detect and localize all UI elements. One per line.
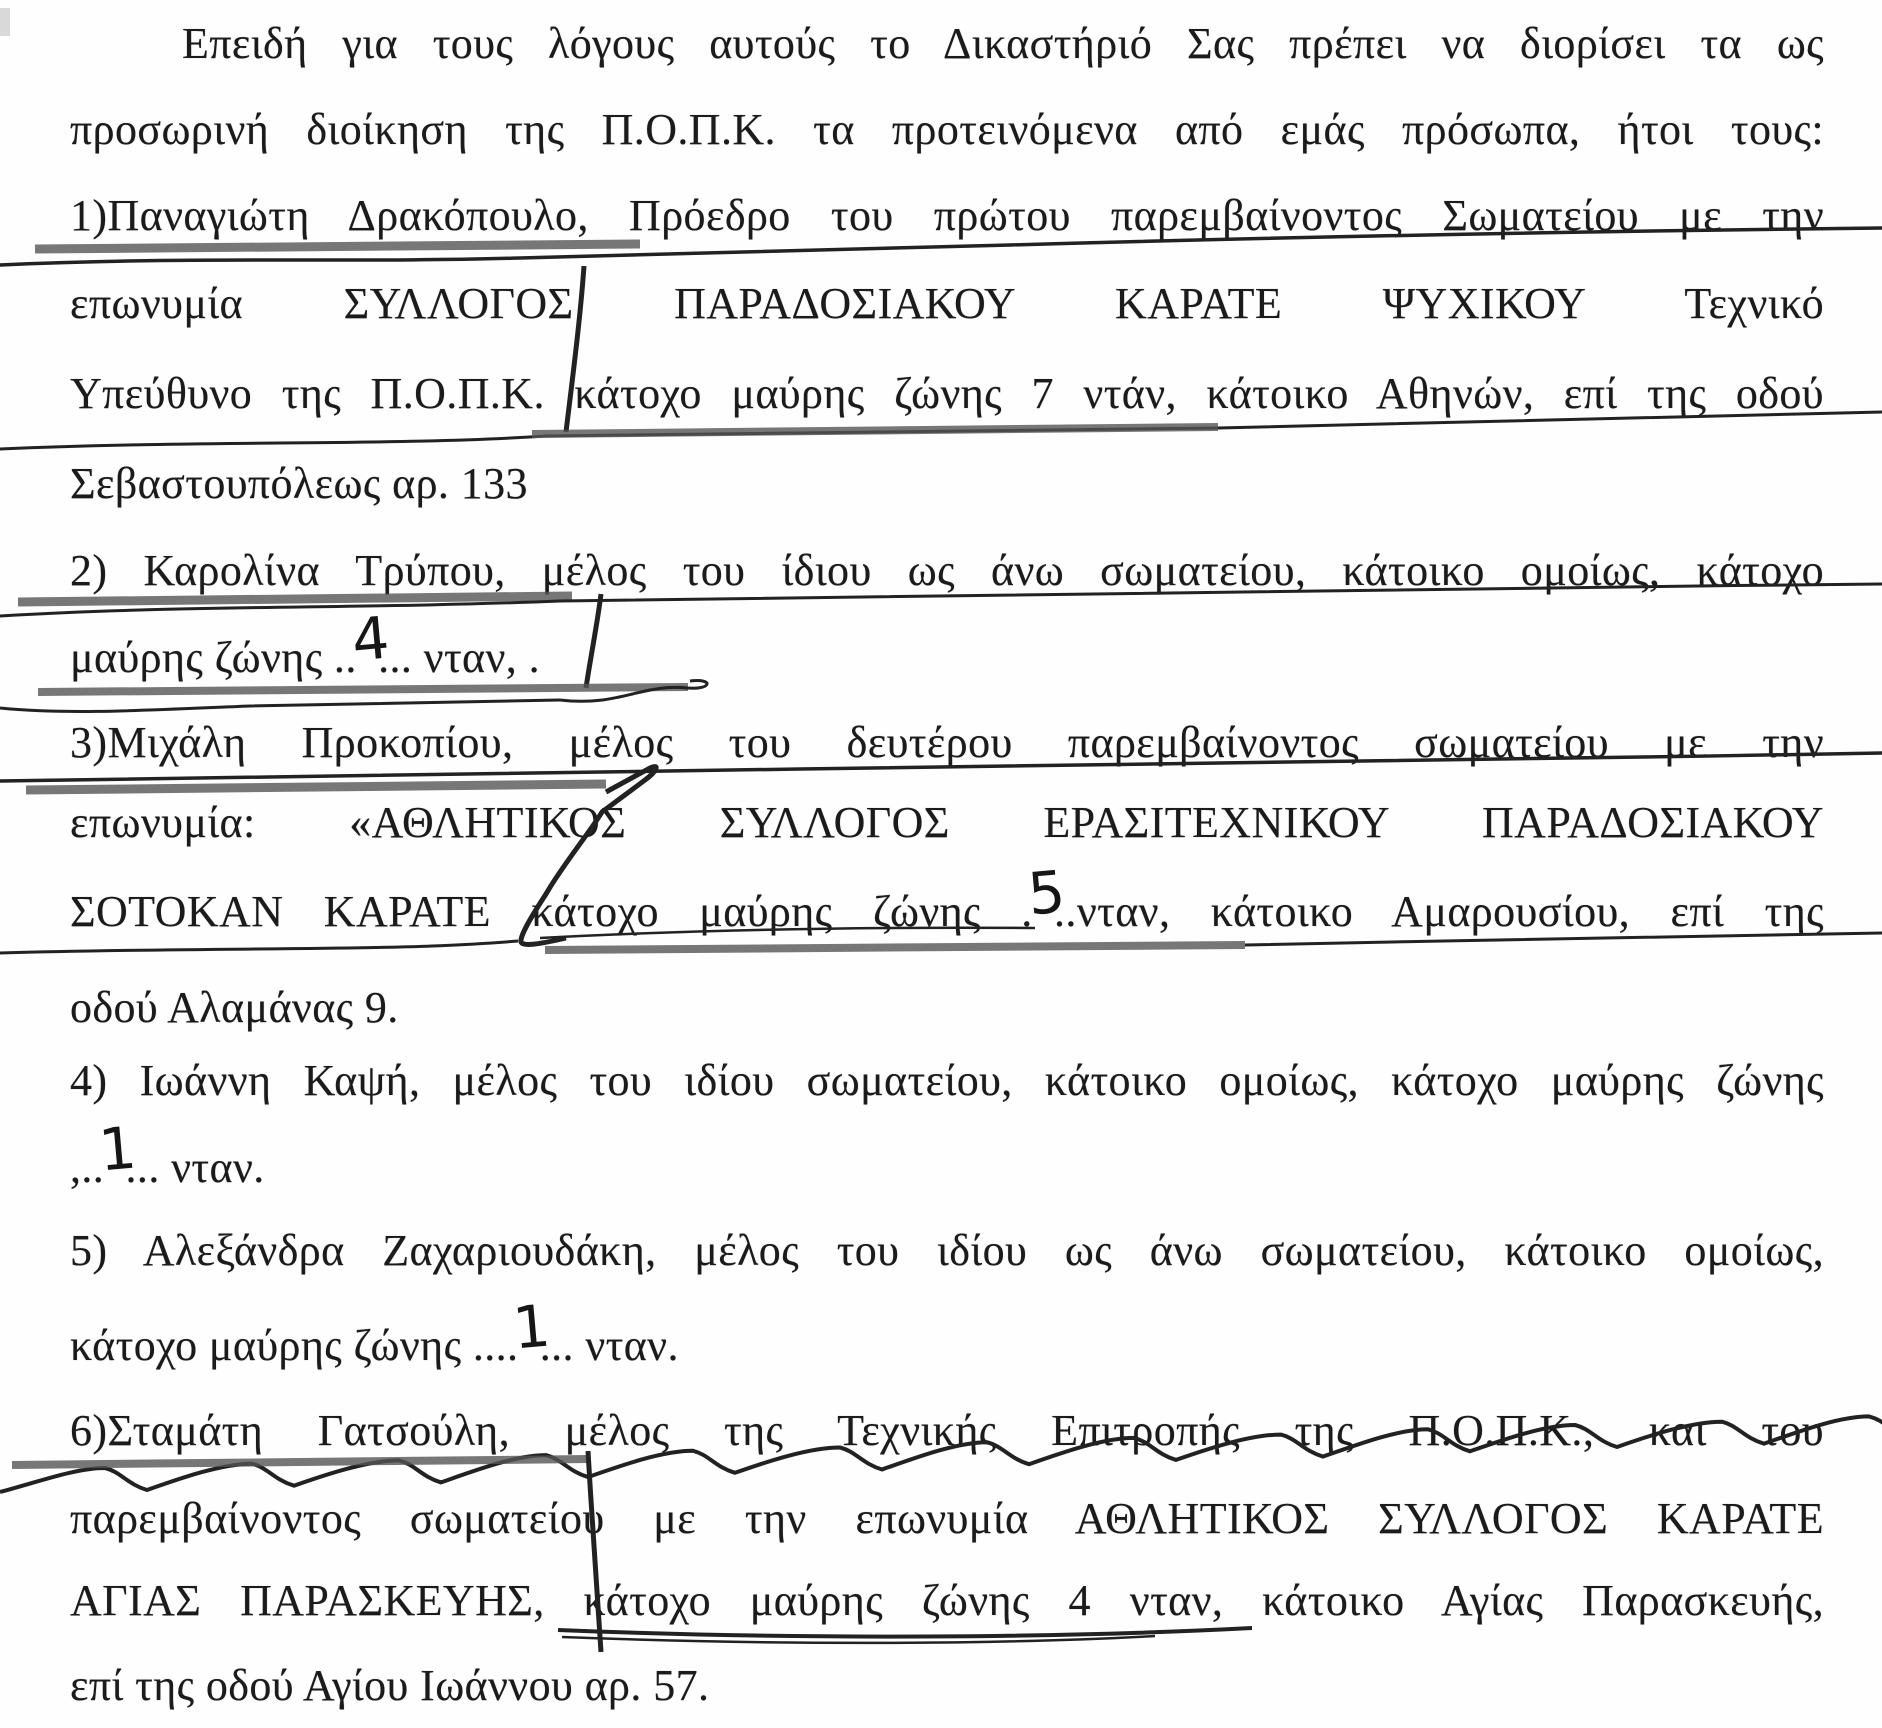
typed-text: 2) Καρολίνα Τρύπου, μέλος του ίδιου ως άνω σωματείου, κάτοικο ομοίως, κάτοχο [70, 546, 1824, 595]
text-line [70, 603, 1824, 686]
pen-marker-under-line17 [12, 1459, 590, 1465]
typed-text: 4) Ιωάννη Καψή, μέλος του ιδίου σωματείου, κάτοικο ομοίως, κάτοχο μαύρης ζώνης [70, 1056, 1824, 1105]
text-line [70, 366, 1824, 422]
typed-text: ΣΟΤΟΚΑΝ ΚΑΡΑΤΕ κάτοχο μαύρης ζώνης . [70, 887, 1033, 936]
typed-text: παρεμβαίνοντος σωματείου με την επωνυμία ΑΘΛΗΤΙΚΟΣ ΣΥΛΛΟΓΟΣ ΚΑΡΑΤΕ [70, 1494, 1824, 1543]
typed-text: 3)Μιχάλη Προκοπίου, μέλος του δευτέρου παρεμβαίνοντος σωματείου με την [70, 718, 1824, 767]
text-line [70, 857, 1824, 940]
pen-marker-under-line5 [532, 427, 1218, 434]
text-line [70, 795, 1824, 851]
pen-marker-under-line8 [38, 687, 688, 692]
typed-text: Σεβαστουπόλεως αρ. 133 [70, 459, 528, 508]
typed-text: ... νταν. [539, 1321, 679, 1370]
typed-text: 1)Παναγιώτη Δρακόπουλο, Πρόεδρο του πρώτου παρεμβαίνοντος Σωματείου με την [70, 191, 1824, 240]
text-line [70, 276, 1824, 332]
text-line [70, 543, 1824, 599]
text-line [70, 1573, 1824, 1629]
text-line [70, 1658, 1824, 1714]
typed-text: ..νταν, κάτοικο Αμαρουσίου, επί της [1054, 887, 1824, 936]
typed-text: προσωρινή διοίκηση της Π.Ο.Π.Κ. τα προτεινόμενα από εμάς πρόσωπα, ήτοι τους: [70, 105, 1824, 154]
typed-text: κάτοχο μαύρης ζώνης .... [70, 1321, 519, 1370]
typed-text: Υπεύθυνο της Π.Ο.Π.Κ. κάτοχο μαύρης ζώνης 7 ντάν, κάτοικο Αθηνών, επί της οδού [70, 369, 1824, 418]
text-line [70, 188, 1824, 244]
handwritten-digit: 4 [348, 603, 392, 675]
text-line [70, 1223, 1824, 1279]
handwritten-digit: 5 [1024, 857, 1068, 929]
pen-underline-line19-b [562, 1636, 1155, 1643]
typed-text: ... νταν. [125, 1143, 265, 1192]
typed-text: 5) Αλεξάνδρα Ζαχαριουδάκη, μέλος του ιδίου ως άνω σωματείου, κάτοικο ομοίως, [70, 1226, 1824, 1275]
text-line [70, 456, 1824, 512]
text-line [70, 980, 1824, 1036]
typed-text: 6)Σταμάτη Γατσούλη, μέλος της Τεχνικής Επιτροπής της Π.Ο.Π.Κ., και του [70, 1406, 1824, 1455]
typed-text: ... νταν, . [378, 633, 540, 682]
scan-smudge [0, 8, 10, 36]
typed-text: ,.. [70, 1143, 105, 1192]
handwritten-digit: 1 [96, 1113, 140, 1185]
text-line [70, 16, 1824, 72]
pen-marker-under-line11 [545, 945, 1245, 950]
typed-text: επωνυμία: «ΑΘΛΗΤΙΚΟΣ ΣΥΛΛΟΓΟΣ ΕΡΑΣΙΤΕΧΝΙΚΟΥ ΠΑΡΑΔΟΣΙΑΚΟΥ [70, 798, 1824, 847]
pen-line-under-line8 [0, 700, 560, 712]
pen-marker-under-line10 [26, 784, 606, 790]
text-line [70, 715, 1824, 771]
text-line [70, 102, 1824, 158]
typed-text: επί της οδού Αγίου Ιωάννου αρ. 57. [70, 1661, 710, 1710]
pen-line-under-line11-left [0, 941, 518, 953]
typed-text: επωνυμία ΣΥΛΛΟΓΟΣ ΠΑΡΑΔΟΣΙΑΚΟΥ ΚΑΡΑΤΕ ΨΥΧΙΚΟΥ Τεχνικό [70, 279, 1824, 328]
text-line [70, 1403, 1824, 1459]
pen-underline-line19-a [558, 1628, 1252, 1637]
text-line [70, 1291, 1824, 1374]
text-line [70, 1491, 1824, 1547]
handwritten-digit: 1 [510, 1291, 554, 1363]
typed-text: μαύρης ζώνης .. [70, 633, 357, 682]
typed-text: οδού Αλαμάνας 9. [70, 983, 399, 1032]
pen-marker-under-line3 [35, 244, 640, 249]
text-line [70, 1113, 1824, 1196]
text-line [70, 1053, 1824, 1109]
typed-text: Επειδή για τους λόγους αυτούς το Δικαστήριό Σας πρέπει να διορίσει τα ως [182, 19, 1824, 68]
typed-text: ΑΓΙΑΣ ΠΑΡΑΣΚΕΥΗΣ, κάτοχο μαύρης ζώνης 4 νταν, κάτοικο Αγίας Παρασκευής, [70, 1576, 1824, 1625]
